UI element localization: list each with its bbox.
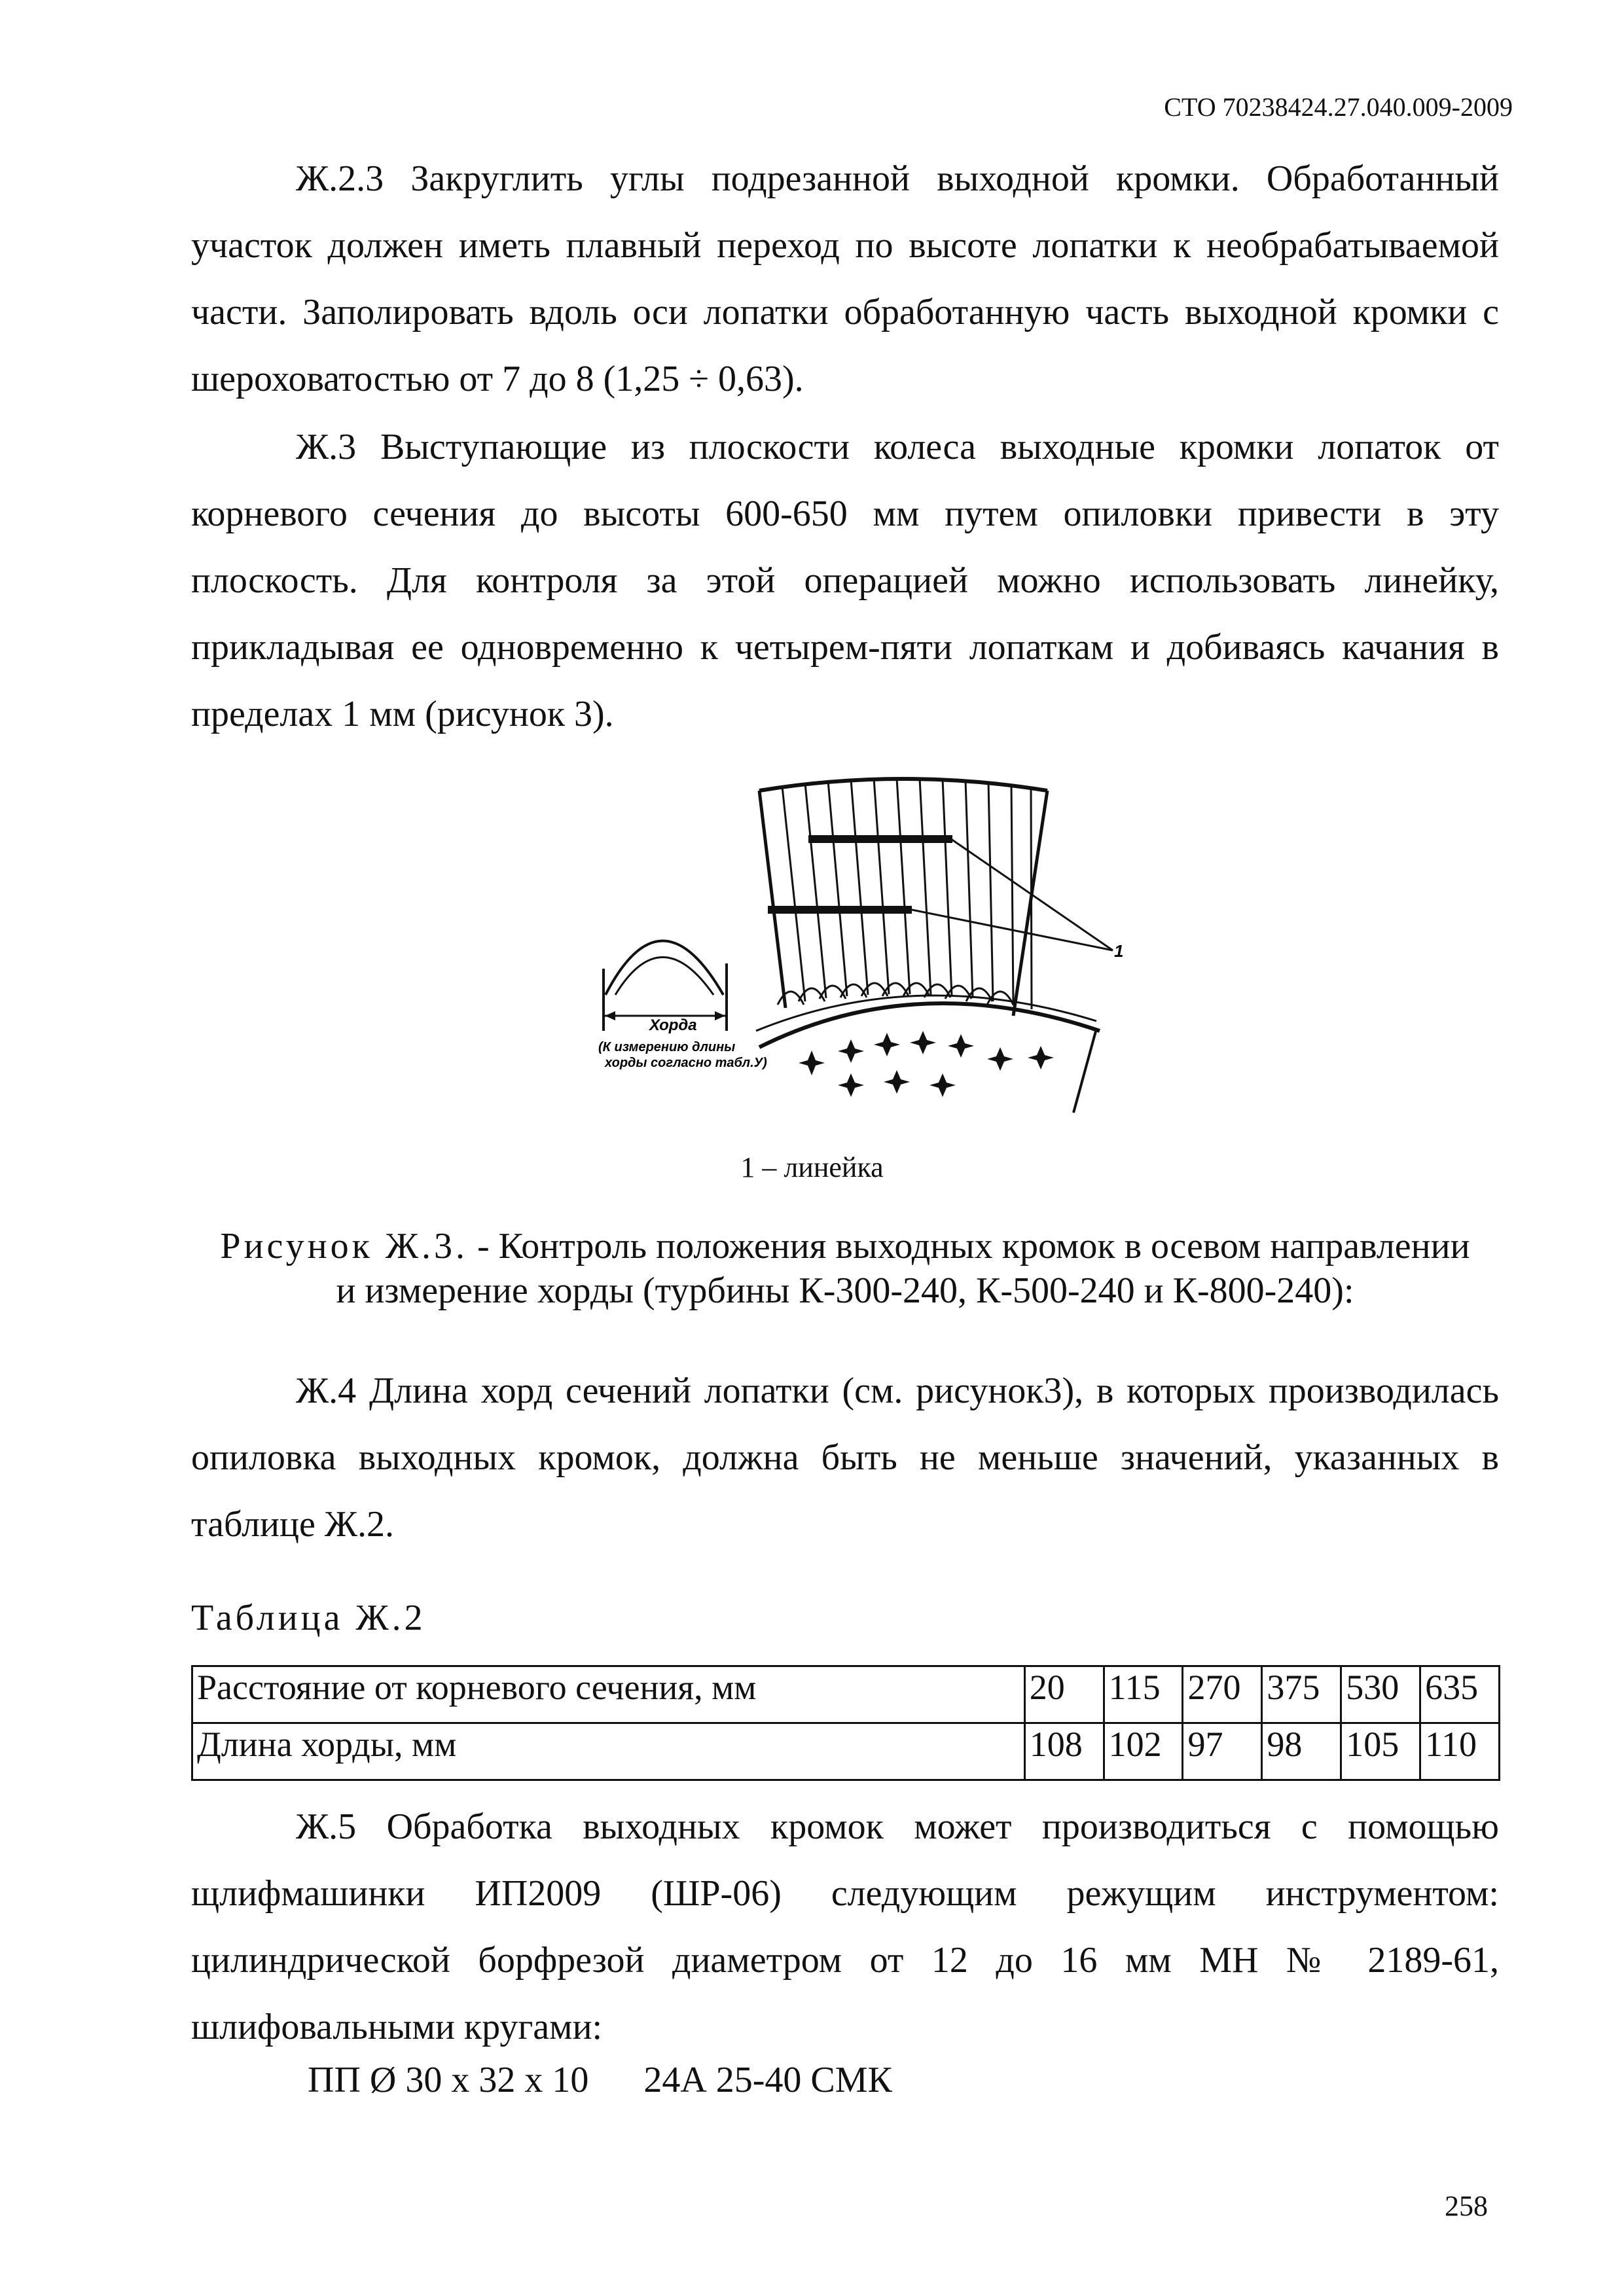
figure-caption-label: Рисунок Ж.3. bbox=[220, 1226, 469, 1266]
blade-roots bbox=[778, 983, 1013, 1005]
rotor-right-edge bbox=[1074, 1029, 1096, 1113]
blade-tip-arc bbox=[759, 779, 1047, 791]
blade-lines bbox=[782, 778, 1032, 1009]
page-number: 258 bbox=[1445, 2190, 1488, 2222]
row-label-chord: Длина хорды, мм bbox=[192, 1723, 1025, 1780]
table-cell: 102 bbox=[1104, 1723, 1183, 1780]
document-code: СТО 70238424.27.040.009-2009 bbox=[1164, 92, 1513, 122]
table-row bbox=[192, 1723, 1500, 1780]
chord-arc-inner bbox=[615, 958, 713, 996]
table-cell: 98 bbox=[1262, 1723, 1341, 1780]
table-cell: 530 bbox=[1341, 1666, 1420, 1723]
figure-legend: 1 – линейка bbox=[740, 1151, 884, 1183]
arrow-right-icon bbox=[715, 1011, 725, 1020]
table-cell: 110 bbox=[1420, 1723, 1500, 1780]
blade-chord-diagram bbox=[589, 772, 1126, 1126]
figure-caption bbox=[191, 1224, 1499, 1313]
chord-length-table bbox=[191, 1665, 1500, 1781]
paragraph-zh-3: Ж.3 Выступающие из плоскости колеса выходные кромки лопаток от корневого сечения до высоты 600-650 мм путем опиловки привести в эту плоскость. Для контроля за этой операцией можно использовать линейку, прикладывая ее одновременно к четырем-пяти лопаткам и добиваясь качания в пределах 1 мм (рисунок 3). bbox=[191, 427, 1499, 734]
chord-note-line-1: (К измерению длины bbox=[598, 1040, 736, 1054]
table-cell: 115 bbox=[1104, 1666, 1183, 1723]
figure-caption-text-2: и измерение хорды (турбины К-300-240, К-500-240 и К-800-240): bbox=[336, 1270, 1354, 1311]
callout-number: 1 bbox=[1114, 941, 1124, 961]
table-title: Таблица Ж.2 bbox=[191, 1598, 426, 1638]
paragraph-zh-4: Ж.4 Длина хорд сечений лопатки (см. рисунок3), в которых производилась опиловка выходных кромок, должна быть не меньше значений, указанных в таблице Ж.2. bbox=[191, 1371, 1499, 1545]
figure-caption-text: - Контроль положения выходных кромок в осевом направлении bbox=[468, 1226, 1470, 1266]
grinding-wheel-spec: ПП Ø 30 х 32 х 10 24А 25-40 СМК bbox=[308, 2060, 892, 2100]
chord-note-line-2: хорды согласно табл.У) bbox=[605, 1056, 767, 1070]
paragraph-zh-2-3: Ж.2.3 Закруглить углы подрезанной выходной кромки. Обработанный участок должен иметь плавный переход по высоте лопатки к необрабатываемой части. Заполировать вдоль оси лопатки обработанную часть выходной кромки с шероховатостью от 7 до 8 (1,25 ÷ 0,63). bbox=[191, 158, 1499, 399]
table-row bbox=[192, 1666, 1500, 1723]
chord-label: Хорда bbox=[649, 1016, 697, 1034]
blade-fan-left-edge bbox=[759, 791, 785, 1008]
figure-zh-3 bbox=[589, 772, 1126, 1126]
table-cell: 375 bbox=[1262, 1666, 1341, 1723]
chord-arc-outer bbox=[605, 941, 723, 996]
table-cell: 108 bbox=[1024, 1723, 1104, 1780]
rotor-fastener-stars bbox=[799, 1031, 1054, 1097]
paragraph-zh-5: Ж.5 Обработка выходных кромок может производиться с помощью щлифмашинки ИП2009 (ШР-06) следующим режущим инструментом: цилиндрической борфрезой диаметром от 12 до 16 мм МН № 2189-61, шлифовальными кругами: bbox=[191, 1806, 1499, 2047]
table-cell: 97 bbox=[1183, 1723, 1262, 1780]
rotor-arc-upper bbox=[759, 1003, 1100, 1047]
table-cell: 20 bbox=[1024, 1666, 1104, 1723]
row-label-distance: Расстояние от корневого сечения, мм bbox=[192, 1666, 1025, 1723]
table-cell: 270 bbox=[1183, 1666, 1262, 1723]
table-cell: 105 bbox=[1341, 1723, 1420, 1780]
arrow-left-icon bbox=[605, 1011, 615, 1020]
table-cell: 635 bbox=[1420, 1666, 1500, 1723]
